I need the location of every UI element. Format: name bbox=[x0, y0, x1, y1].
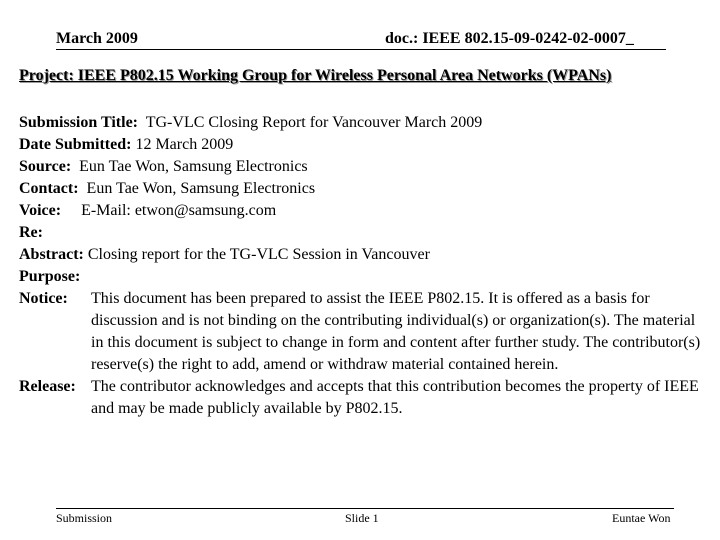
project-title: Project: IEEE P802.15 Working Group for Wireless Personal Area Networks (WPANs) bbox=[19, 67, 612, 84]
contact-label: Contact: bbox=[19, 180, 79, 197]
source-label: Source: bbox=[19, 158, 72, 175]
field-source bbox=[19, 156, 709, 178]
footer-author: Euntae Won bbox=[612, 511, 671, 525]
field-abstract bbox=[19, 244, 709, 266]
source-value: Eun Tae Won, Samsung Electronics bbox=[71, 158, 308, 175]
header-rule bbox=[56, 49, 666, 50]
field-voice bbox=[19, 200, 709, 222]
field-date-submitted bbox=[19, 134, 709, 156]
voice-label: Voice: bbox=[19, 202, 62, 219]
header-doc-id: doc.: IEEE 802.15-09-0242-02-0007_ bbox=[385, 30, 634, 47]
release-text: The contributor acknowledges and accepts that this contribution becomes the property of IEEE and may be made publicly available by P802.15. bbox=[91, 378, 699, 417]
submission-title-label: Submission Title: bbox=[19, 114, 139, 131]
footer-submission: Submission bbox=[56, 511, 113, 525]
submission-fields bbox=[19, 112, 709, 420]
notice-label: Notice: bbox=[19, 290, 68, 307]
date-submitted-label: Date Submitted: bbox=[19, 136, 132, 153]
voice-value: E-Mail: etwon@samsung.com bbox=[61, 202, 277, 219]
field-submission-title bbox=[19, 112, 709, 134]
purpose-label: Purpose: bbox=[19, 268, 81, 285]
date-submitted-value: 12 March 2009 bbox=[131, 136, 234, 153]
footer-rule bbox=[56, 508, 674, 509]
footer-slide-number: Slide 1 bbox=[345, 511, 379, 525]
field-purpose bbox=[19, 266, 709, 288]
field-notice bbox=[19, 288, 709, 376]
notice-text: This document has been prepared to assist the IEEE P802.15. It is offered as a basis for discussion and is not binding on the contributing individual(s) or organization(s). The material in this document is subject to change in form and content after further study. The contributor(s) reserve(s) the right to add, amend or withdraw material contained herein. bbox=[91, 290, 701, 373]
field-contact bbox=[19, 178, 709, 200]
abstract-label: Abstract: bbox=[19, 246, 84, 263]
field-re bbox=[19, 222, 709, 244]
contact-value: Eun Tae Won, Samsung Electronics bbox=[78, 180, 316, 197]
field-release bbox=[19, 376, 709, 420]
header-date: March 2009 bbox=[56, 30, 138, 47]
submission-title-value: TG-VLC Closing Report for Vancouver March 2009 bbox=[138, 114, 483, 131]
release-label: Release: bbox=[19, 378, 76, 395]
abstract-value: Closing report for the TG-VLC Session in Vancouver bbox=[83, 246, 430, 263]
re-label: Re: bbox=[19, 224, 43, 241]
